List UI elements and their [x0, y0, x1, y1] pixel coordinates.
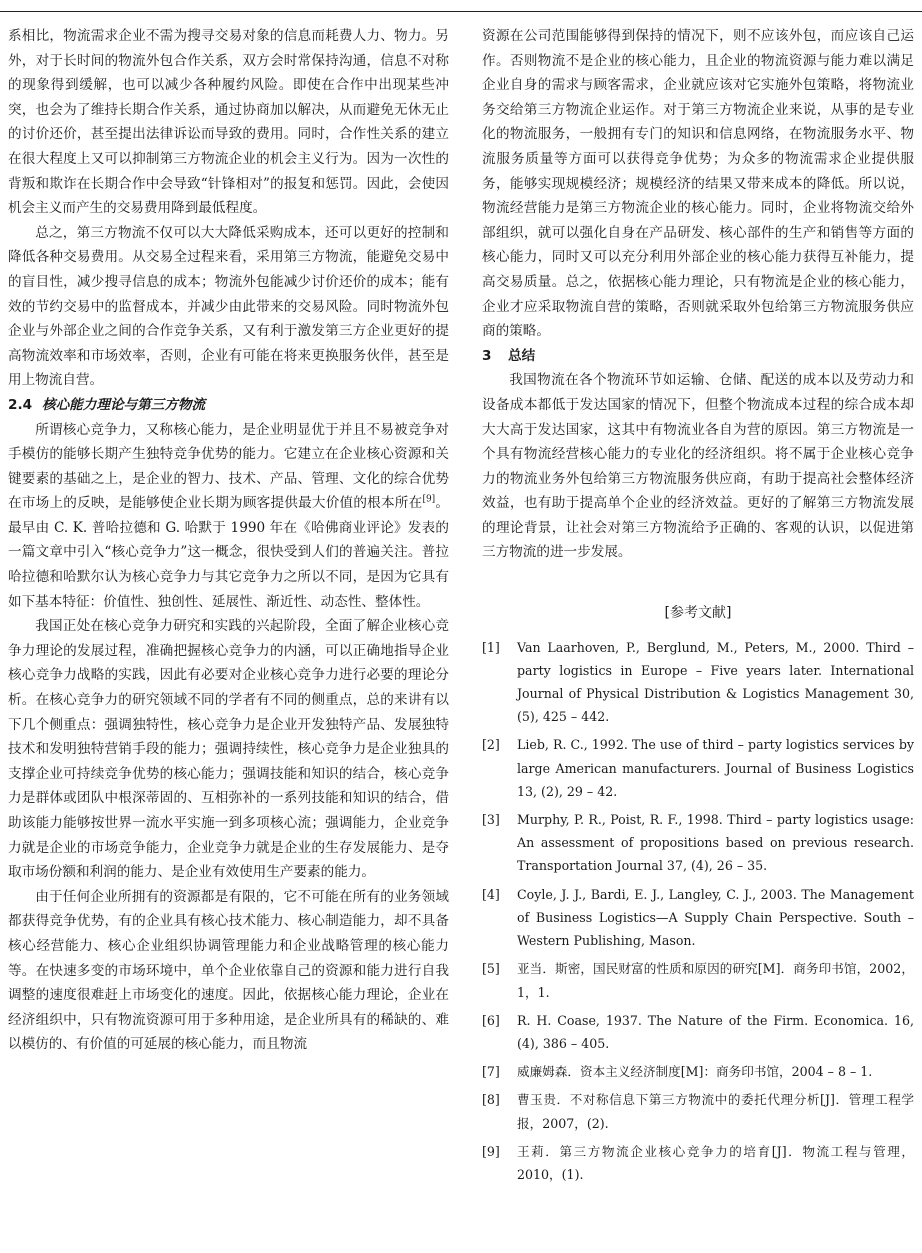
reference-item [482, 883, 914, 953]
reference-item [482, 1140, 914, 1186]
reference-number: [3] [482, 812, 500, 828]
section-number: 3 [482, 347, 492, 364]
running-header [0, 0, 922, 14]
section-title: 核心能力理论与第三方物流 [42, 396, 206, 413]
reference-number: [6] [482, 1012, 500, 1028]
reference-text: 亚当．斯密，国民财富的性质和原因的研究[M]．商务印书馆，2002，1，1. [517, 961, 914, 1000]
reference-item [482, 808, 914, 878]
reference-text: Van Laarhoven, P., Berglund, M., Peters, M., 2000. Third – party logistics in Europe – Five years later. International Journal of Physical Distribution & Logistics Management 30, (5), 425 – 442. [517, 639, 914, 725]
reference-number: [9] [482, 1143, 500, 1159]
reference-item [482, 957, 914, 1003]
paragraph-conclusion: 我国物流在各个物流环节如运输、仓储、配送的成本以及劳动力和设备成本都低于发达国家的情况下，但整个物流成本过程的综合成本却大大高于发达国家，这其中有物流业各自为营的原因。第三方物流是一个具有物流经营核心能力的专业化的经济组织。将不属于企业核心竞争力的物流业务外包给第三方物流服务供应商，有助于提高社会整体经济效益，也有助于提高单个企业的经济效益。更好的了解第三方物流发展的理论背景，让社会对第三方物流给予正确的、客观的认识，以促进第三方物流的进一步发展。 [482, 372, 914, 561]
reference-number: [2] [482, 737, 500, 753]
reference-text: 王莉．第三方物流企业核心竞争力的培育[J]．物流工程与管理，2010，(1). [517, 1143, 914, 1182]
section-title: 总结 [508, 347, 536, 364]
reference-number: [8] [482, 1092, 500, 1108]
reference-text: Coyle, J. J., Bardi, E. J., Langley, C. J., 2003. The Management of Business Logistics—A Supply Chain Perspective. South – Western Publishing, Mason. [517, 886, 914, 949]
reference-item [482, 1088, 914, 1134]
references-heading: [参考文献] [664, 605, 732, 622]
reference-number: [5] [482, 961, 500, 977]
reference-item [482, 733, 914, 803]
paragraph-resources: 由于任何企业所拥有的资源都是有限的，它不可能在所有的业务领域都获得竞争优势，有的企业具有核心技术能力、核心制造能力，却不具备核心经营能力、核心企业组织协调管理能力和企业战略管理的核心能力等。在快速多变的市场环境中，单个企业依靠自己的资源和能力进行自我调整的速度很难赶上市场变化的速度。因此，依据核心能力理论，企业在经济组织中，只有物流资源可用于多种用途，是企业所具有的稀缺的、难以模仿的、有价值的可延展的核心能力，而且物流 [8, 888, 449, 1053]
reference-text: Lieb, R. C., 1992. The use of third – party logistics services by large American manufacturers. Journal of Business Logistics 13, (2), 29 – 42. [517, 737, 914, 799]
header-rule [0, 11, 922, 12]
paragraph-core-competence [8, 418, 449, 615]
reference-number: [7] [482, 1064, 500, 1080]
reference-item [482, 636, 914, 729]
reference-text: 曹玉贵．不对称信息下第三方物流中的委托代理分析[J]．管理工程学报，2007，(2). [517, 1092, 914, 1131]
paragraph-continuation: 系相比，物流需求企业不需为搜寻交易对象的信息而耗费人力、物力。另外，对于长时间的物流外包合作关系，双方会时常保持沟通，信息不对称的现象得到缓解，也可以减少各种履约风险。即使在合作中出现某些冲突，也会为了维持长期合作关系，通过协商加以解决，从而避免无休无止的讨价还价，甚至提出法律诉讼而导致的费用。同时，合作性关系的建立在很大程度上又可以抑制第三方物流企业的机会主义行为。因为一次性的背叛和欺诈在长期合作中会导致“针锋相对”的报复和惩罚。因此，会使因机会主义而产生的交易费用降到最低程度。 [8, 28, 449, 217]
right-column [482, 24, 914, 1191]
reference-item [482, 1009, 914, 1055]
reference-text: 威廉姆森．资本主义经济制度[M]：商务印书馆，2004 – 8 – 1. [517, 1064, 873, 1080]
citation-superscript: [9] [422, 494, 436, 505]
reference-text: R. H. Coase, 1937. The Nature of the Firm. Economica. 16, (4), 386 – 405. [517, 1012, 914, 1051]
left-column [8, 24, 449, 1057]
paragraph-text: 。最早由 C. K. 普哈拉德和 G. 哈默于 1990 年在《哈佛商业评论》发表的一篇文章中引入“核心竞争力”这一概念，很快受到人们的普遍关注。普拉哈拉德和哈默尔认为核心竞争力与其它竞争力之所以不同，是因为它具有如下基本特征：价值性、独创性、延展性、渐近性、动态性、整体性。 [8, 495, 450, 610]
reference-number: [1] [482, 639, 500, 655]
section-heading-3 [482, 344, 914, 369]
section-heading-2-4 [8, 393, 449, 418]
reference-text: Murphy, P. R., Poist, R. F., 1998. Third – party logistics usage: An assessment of propositions based on previous research. Transportation Journal 37, (4), 26 – 35. [517, 812, 914, 874]
paragraph-continuation: 资源在公司范围能够得到保持的情况下，则不应该外包，而应该自己运作。否则物流不是企业的核心能力，且企业的物流资源与能力难以满足企业自身的需求与顾客需求，企业就应该对它实施外包策略，将物流业务交给第三方物流企业运作。对于第三方物流企业来说，从事的是专业化的物流服务，一般拥有专门的知识和信息网络，在物流服务水平、物流服务质量等方面可以获得竞争优势；为众多的物流需求企业提供服务，能够实现规模经济；规模经济的结果又带来成本的降低。所以说，物流经营能力是第三方物流企业的核心能力。同时，企业将物流交给外部组织，就可以强化自身在产品研发、核心部件的生产和销售等方面的核心能力，同时又可以充分利用外部企业的核心能力获得互补能力，提高交易质量。总之，依据核心能力理论，只有物流是企业的核心能力，企业才应采取物流自营的策略，否则就采取外包给第三方物流服务供应商的策略。 [482, 28, 914, 340]
paragraph-summary: 总之，第三方物流不仅可以大大降低采购成本，还可以更好的控制和降低各种交易费用。从交易全过程来看，采用第三方物流，能避免交易中的盲目性，减少搜寻信息的成本；物流外包能减少讨价还价的成本；能有效的节约交易中的监督成本，并减少由此带来的交易风险。同时物流外包企业与外部企业之间的合作竞争关系，又有利于激发第三方企业更好的提高物流效率和市场效率，否则，企业有可能在将来更换服务伙伴，甚至是用上物流自营。 [8, 224, 449, 389]
references-list [482, 636, 914, 1186]
reference-item [482, 1060, 914, 1083]
reference-number: [4] [482, 886, 500, 902]
section-number: 2.4 [8, 396, 33, 413]
paragraph-text: 所谓核心竞争力，又称核心能力，是企业明显优于并且不易被竞争对手模仿的能够长期产生独特竞争优势的能力。它建立在企业核心资源和关键要素的基础之上，是企业的智力、技术、产品、管理、文化的综合优势在市场上的反映，是能够使企业长期为顾客提供最大价值的根本所在 [8, 421, 449, 512]
paragraph-research-overview: 我国正处在核心竞争力研究和实践的兴起阶段，全面了解企业核心竞争力理论的发展过程，准确把握核心竞争力的内涵，可以正确地指导企业核心竞争力战略的实践，因此有必要对企业核心竞争力进行必要的理论分析。在核心竞争力的研究领域不同的学者有不同的侧重点，总的来讲有以下几个侧重点：强调独特性，核心竞争力是企业开发独特产品、发展独特技术和发明独特营销手段的能力；强调持续性，核心竞争力是企业独具的支撑企业可持续竞争优势的核心能力；强调技能和知识的结合，核心竞争力是群体或团队中根深蒂固的、互相弥补的一系列技能和知识的结合，借助该能力能够按世界一流水平实施一到多项核心流；强调能力，企业竞争力就是企业的市场竞争能力，企业竞争力就是企业的生存发展能力、是夺取市场份额和利润的能力、是企业有效使用生产要素的能力。 [8, 618, 449, 881]
